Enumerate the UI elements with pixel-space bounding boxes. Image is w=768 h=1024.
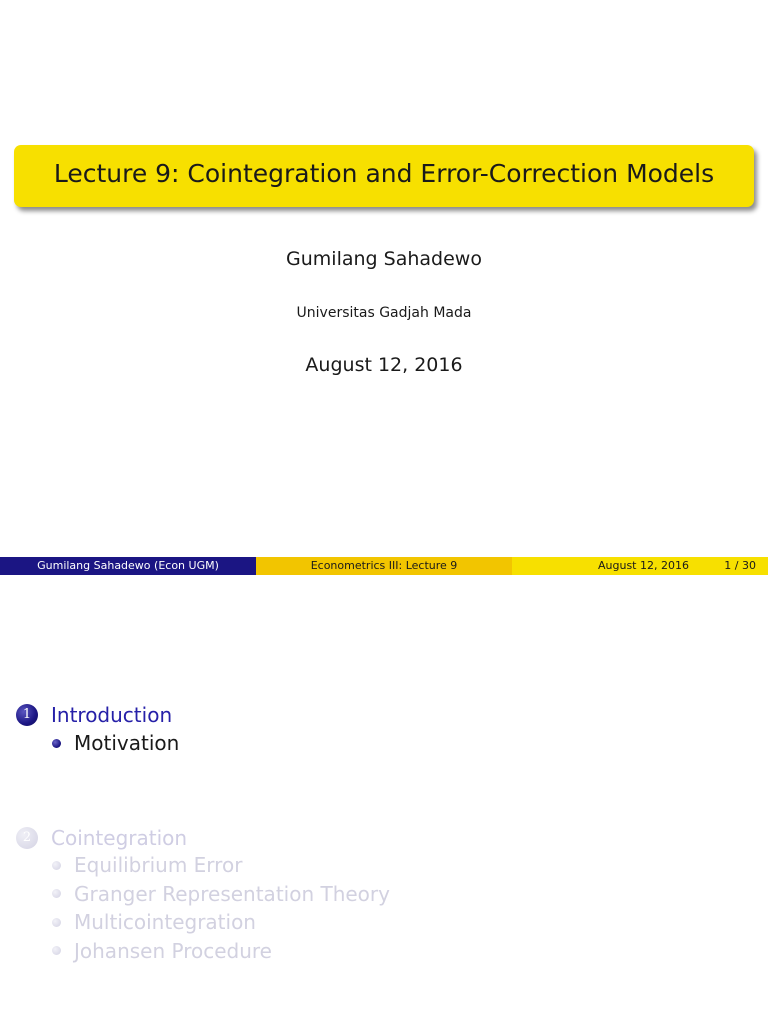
outline-section-introduction[interactable] bbox=[16, 703, 172, 727]
subsection-label: Equilibrium Error bbox=[74, 853, 243, 878]
title-box bbox=[14, 145, 754, 207]
slide-title: Lecture 9: Cointegration and Error-Correction Models bbox=[53, 159, 715, 188]
bullet-icon bbox=[52, 739, 61, 748]
footer-date: August 12, 2016 bbox=[598, 559, 689, 572]
footer-course: Econometrics III: Lecture 9 bbox=[256, 557, 512, 575]
outline-slide bbox=[0, 576, 768, 1024]
outline-subsection-equilibrium-error[interactable] bbox=[52, 851, 390, 880]
subsection-list bbox=[52, 729, 179, 758]
section-title: Cointegration bbox=[51, 826, 188, 850]
outline-subsection-multicointegration[interactable] bbox=[52, 908, 390, 937]
footer-right-panel bbox=[512, 557, 768, 575]
footer-author: Gumilang Sahadewo (Econ UGM) bbox=[0, 557, 256, 575]
subsection-label: Multicointegration bbox=[74, 910, 256, 935]
author-name: Gumilang Sahadewo bbox=[286, 248, 482, 270]
page-number: 1 / 30 bbox=[724, 559, 756, 572]
outline-subsection-motivation[interactable] bbox=[52, 729, 179, 758]
section-number-badge: 2 bbox=[16, 827, 38, 849]
outline-subsection-granger-representation[interactable] bbox=[52, 880, 390, 909]
bullet-icon bbox=[52, 889, 61, 898]
footer-bar bbox=[0, 557, 768, 575]
section-number-badge: 1 bbox=[16, 704, 38, 726]
subsection-label: Johansen Procedure bbox=[74, 938, 272, 963]
outline-subsection-johansen-procedure[interactable] bbox=[52, 937, 390, 966]
subsection-label: Motivation bbox=[74, 731, 180, 756]
bullet-icon bbox=[52, 918, 61, 927]
subsection-label: Granger Representation Theory bbox=[74, 881, 390, 906]
presentation-date: August 12, 2016 bbox=[305, 354, 463, 376]
institute-name: Universitas Gadjah Mada bbox=[296, 305, 472, 321]
subsection-list bbox=[52, 851, 390, 965]
outline-section-cointegration[interactable] bbox=[16, 826, 187, 850]
bullet-icon bbox=[52, 861, 61, 870]
bullet-icon bbox=[52, 946, 61, 955]
section-title: Introduction bbox=[51, 703, 173, 727]
